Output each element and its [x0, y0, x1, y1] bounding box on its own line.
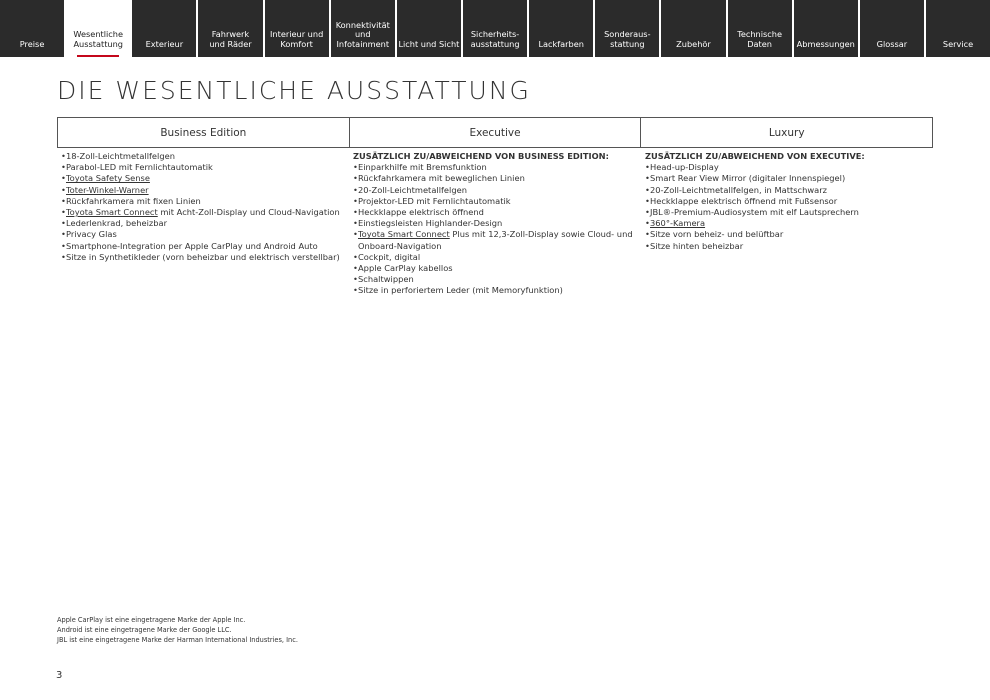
feature-item	[645, 207, 929, 218]
feature-item	[353, 185, 637, 196]
feature-text: Sitze hinten beheizbar	[650, 240, 744, 251]
luxury-features	[645, 162, 929, 252]
feature-text: mit Acht-Zoll-Display und Cloud-Navigation	[157, 207, 340, 218]
nav-tab-wesentliche-ausstattung[interactable]: Wesentliche Ausstattung	[66, 0, 130, 57]
nav-tab-konnektivität-und-infotainment[interactable]: Konnektivität und Infotainment	[331, 0, 395, 57]
feature-item	[645, 196, 929, 207]
feature-text: Cockpit, digital	[358, 251, 421, 262]
feature-text: 18-Zoll-Leichtmetallfelgen	[66, 151, 175, 161]
executive-column	[349, 148, 641, 297]
luxury-column	[641, 148, 933, 297]
feature-text: Einstiegsleisten Highlander-Design	[358, 218, 503, 229]
feature-item	[61, 162, 345, 173]
feature-item	[61, 173, 345, 184]
footnote: JBL ist eine eingetragene Marke der Harman International Industries, Inc.	[57, 635, 298, 644]
feature-link[interactable]: 360°-Kamera	[650, 218, 706, 229]
feature-text: Rückfahrkamera mit beweglichen Linien	[358, 173, 525, 184]
feature-text: Smartphone-Integration per Apple CarPlay und Android Auto	[66, 240, 318, 251]
nav-tab-lackfarben[interactable]: Lackfarben	[529, 0, 593, 57]
feature-item	[61, 151, 345, 162]
feature-text: Projektor-LED mit Fernlichtautomatik	[358, 195, 511, 206]
nav-tab-licht-und-sicht[interactable]: Licht und Sicht	[397, 0, 461, 57]
nav-tab-sonderaus-stattung[interactable]: Sonderaus- stattung	[595, 0, 659, 57]
feature-item	[61, 252, 345, 263]
equipment-table	[57, 117, 933, 297]
feature-link[interactable]: Toyota Safety Sense	[66, 173, 150, 184]
feature-item	[61, 207, 345, 218]
feature-item	[61, 185, 345, 196]
nav-tab-technische-daten[interactable]: Technische Daten	[728, 0, 792, 57]
footnote: Android ist eine eingetragene Marke der Google LLC.	[57, 625, 232, 634]
feature-text: Lederlenkrad, beheizbar	[66, 218, 168, 229]
feature-item	[645, 185, 929, 196]
feature-item	[353, 274, 637, 285]
grade-header-row	[57, 117, 933, 148]
feature-item	[353, 196, 637, 207]
feature-text: Sitze vorn beheiz- und belüftbar	[650, 229, 784, 240]
feature-text: Sitze in Synthetikleder (vorn beheizbar und elektrisch verstellbar)	[66, 251, 340, 262]
executive-features	[353, 162, 637, 296]
feature-text: Plus mit 12,3-Zoll-Display sowie Cloud- und Onboard-Navigation	[358, 229, 633, 251]
nav-tab-fahrwerk-und-räder[interactable]: Fahrwerk und Räder	[198, 0, 262, 57]
nav-tab-exterieur[interactable]: Exterieur	[132, 0, 196, 57]
feature-link[interactable]: Toter-Winkel-Warner	[66, 184, 149, 195]
nav-tab-interieur-und-komfort[interactable]: Interieur und Komfort	[265, 0, 329, 57]
executive-intro: ZUSÄTZLICH ZU/ABWEICHEND VON BUSINESS EDITION:	[353, 151, 609, 161]
nav-tab-preise[interactable]: Preise	[0, 0, 64, 57]
feature-text: Smart Rear View Mirror (digitaler Innenspiegel)	[650, 173, 846, 184]
feature-text: Einparkhilfe mit Bremsfunktion	[358, 162, 487, 173]
feature-item	[353, 173, 637, 184]
feature-text: Schaltwippen	[358, 274, 414, 285]
feature-link[interactable]: Toyota Smart Connect	[66, 207, 158, 218]
feature-text: 20-Zoll-Leichtmetallfelgen	[358, 184, 467, 195]
nav-tab-glossar[interactable]: Glossar	[860, 0, 924, 57]
business-column	[57, 148, 349, 297]
feature-text: Heckklappe elektrisch öffnend	[358, 207, 484, 218]
footnote: Apple CarPlay ist eine eingetragene Marke der Apple Inc.	[57, 616, 246, 624]
nav-tab-sicherheits-ausstattung[interactable]: Sicherheits- ausstattung	[463, 0, 527, 57]
luxury-intro: ZUSÄTZLICH ZU/ABWEICHEND VON EXECUTIVE:	[645, 151, 865, 161]
nav-tab-zubehör[interactable]: Zubehör	[661, 0, 725, 57]
feature-text: Sitze in perforiertem Leder (mit Memoryfunktion)	[358, 285, 563, 296]
feature-item	[645, 229, 929, 240]
grade-header-executive: Executive	[350, 118, 642, 147]
grade-header-luxury: Luxury	[768, 126, 805, 139]
nav-tab-service[interactable]: Service	[926, 0, 990, 57]
feature-item	[353, 263, 637, 274]
feature-item	[645, 162, 929, 173]
feature-text: Apple CarPlay kabellos	[358, 263, 453, 274]
footnotes	[57, 616, 298, 645]
page-title: DIE WESENTLICHE AUSSTATTUNG	[57, 76, 531, 105]
feature-item	[61, 218, 345, 229]
feature-text: Head-up-Display	[650, 162, 719, 173]
feature-item	[61, 241, 345, 252]
nav-tab-abmessungen[interactable]: Abmessungen	[794, 0, 858, 57]
page-number: 3	[56, 670, 63, 681]
feature-item	[61, 229, 345, 240]
grade-header-business: Business Edition	[58, 118, 350, 147]
feature-item	[353, 218, 637, 229]
feature-item	[353, 207, 637, 218]
grade-body-row	[57, 148, 933, 297]
feature-item	[353, 285, 637, 296]
feature-text: Rückfahrkamera mit fixen Linien	[66, 195, 201, 206]
feature-item	[353, 162, 637, 173]
feature-text: 20-Zoll-Leichtmetallfelgen, in Mattschwarz	[650, 184, 827, 195]
feature-item	[645, 241, 929, 252]
feature-item	[645, 173, 929, 184]
feature-text: JBL®-Premium-Audiosystem mit elf Lautsprechern	[650, 207, 859, 218]
feature-item	[61, 196, 345, 207]
feature-item	[353, 229, 637, 251]
feature-text: Privacy Glas	[66, 229, 117, 240]
feature-text: Heckklappe elektrisch öffnend mit Fußsensor	[650, 195, 838, 206]
top-navigation	[0, 0, 990, 57]
feature-link[interactable]: Toyota Smart Connect	[358, 229, 450, 240]
business-features	[61, 151, 345, 263]
feature-text: Parabol-LED mit Fernlichtautomatik	[66, 162, 213, 173]
feature-item	[353, 252, 637, 263]
feature-item	[645, 218, 929, 229]
